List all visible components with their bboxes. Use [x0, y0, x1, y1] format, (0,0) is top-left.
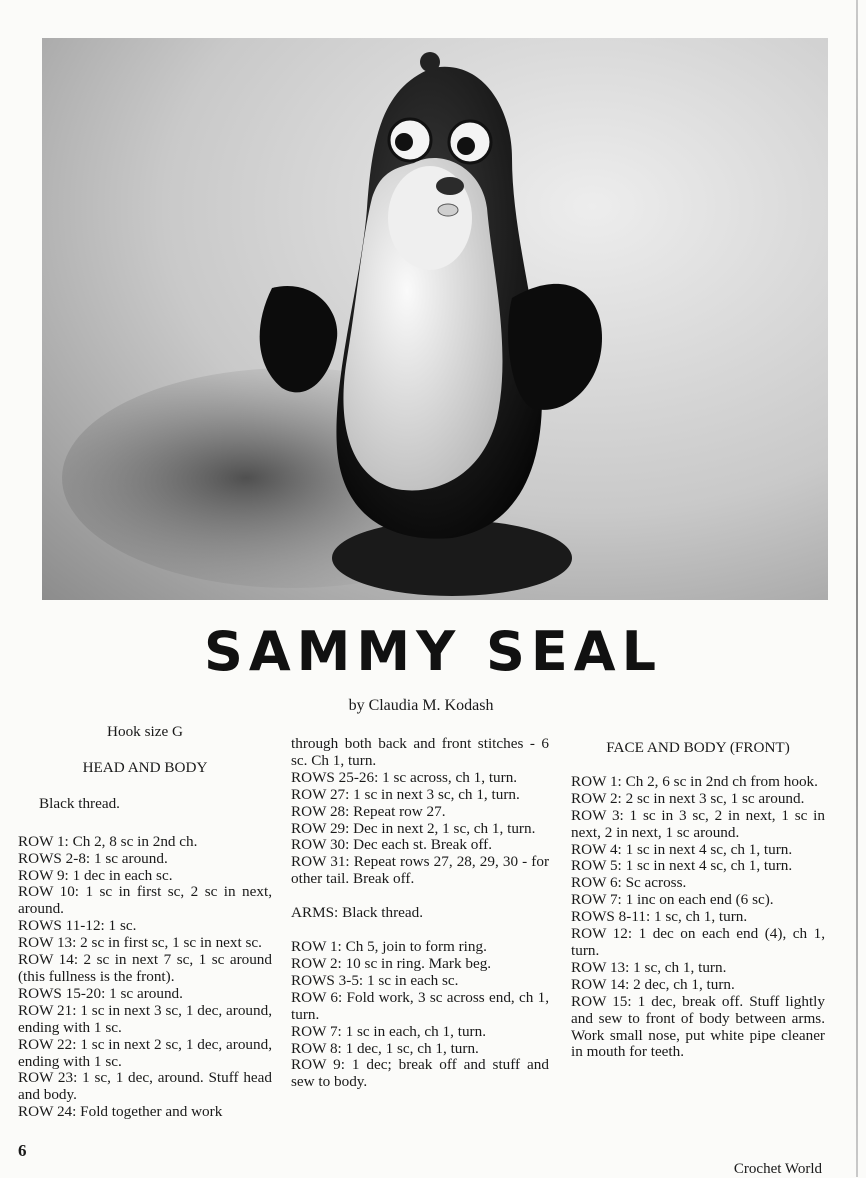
row-line: ROW 21: 1 sc in next 3 sc, 1 dec, around, ending with 1 sc. [18, 1001, 272, 1036]
section-heading-face-body: FACE AND BODY (FRONT) [606, 739, 790, 756]
row-line: ROW 23: 1 sc, 1 dec, around. Stuff head and body. [18, 1069, 272, 1104]
row-line: ROW 29: Dec in next 2, 1 sc, ch 1, turn. [291, 819, 536, 837]
thread-note: Black thread. [39, 794, 120, 812]
section-heading-head-body: HEAD AND BODY [82, 758, 208, 776]
magazine-footer: Crochet World [733, 1161, 822, 1177]
row-line: ROW 27: 1 sc in next 3 sc, ch 1, turn. [291, 785, 520, 803]
row-line: ROWS 11-12: 1 sc. [18, 917, 137, 935]
arms-heading: ARMS: Black thread. [291, 904, 424, 922]
row-line: ROW 12: 1 dec on each end (4), ch 1, turn. [571, 925, 825, 959]
row-line: ROW 2: 2 sc in next 3 sc, 1 sc around. [571, 789, 805, 807]
row-line: ROW 13: 2 sc in first sc, 1 sc in next sc. [18, 934, 262, 952]
page-edge [856, 0, 858, 1177]
row-line: ROW 6: Sc across. [571, 874, 687, 892]
pattern-title: SAMMY SEAL [203, 620, 663, 683]
row-line: ROW 13: 1 sc, ch 1, turn. [571, 958, 727, 976]
row-line: ROWS 2-8: 1 sc around. [18, 849, 168, 867]
row-line: ROW 28: Repeat row 27. [291, 802, 446, 820]
arms-row-line: ROW 6: Fold work, 3 sc across end, ch 1, turn. [291, 988, 549, 1023]
arms-row-line: ROW 1: Ch 5, join to form ring. [291, 938, 487, 956]
arms-row-line: ROW 7: 1 sc in each, ch 1, turn. [291, 1022, 487, 1040]
row-line: ROW 10: 1 sc in first sc, 2 sc in next, around. [18, 883, 272, 918]
row-line: ROW 9: 1 dec in each sc. [18, 866, 173, 884]
row-line: ROWS 15-20: 1 sc around. [18, 984, 183, 1002]
seal-illustration [42, 38, 828, 600]
byline: by Claudia M. Kodash [348, 697, 494, 714]
seal-photo [42, 38, 828, 600]
row-line: ROW 4: 1 sc in next 4 sc, ch 1, turn. [571, 840, 793, 858]
row-line: ROW 24: Fold together and work [18, 1103, 223, 1121]
arms-row-line: ROW 8: 1 dec, 1 sc, ch 1, turn. [291, 1039, 479, 1057]
row-line: ROW 14: 2 sc in next 7 sc, 1 sc around (this fullness is the front). [18, 951, 272, 985]
row-line: ROWS 8-11: 1 sc, ch 1, turn. [571, 908, 748, 926]
row-line: ROW 14: 2 dec, ch 1, turn. [571, 975, 735, 993]
row-line: ROW 15: 1 dec, break off. Stuff lightly and sew to front of body between arms. Work small nose, put white pipe cleaner in mouth for teeth. [571, 992, 825, 1061]
row-line: ROW 31: Repeat rows 27, 28, 29, 30 - for other tail. Break off. [291, 853, 549, 888]
arms-row-line: ROW 9: 1 dec; break off and stuff and sew to body. [291, 1056, 549, 1091]
column-3 [571, 740, 825, 1061]
column-1 [18, 724, 272, 1121]
row-line: ROW 1: Ch 2, 6 sc in 2nd ch from hook. [571, 772, 818, 790]
arms-row-line: ROW 2: 10 sc in ring. Mark beg. [291, 954, 492, 972]
row-line: ROW 22: 1 sc in next 2 sc, 1 dec, around, ending with 1 sc. [18, 1035, 272, 1070]
row-line: ROW 7: 1 inc on each end (6 sc). [571, 891, 774, 909]
hook-size: Hook size G [107, 723, 183, 740]
row-line: through both back and front stitches - 6 sc. Ch 1, turn. [291, 735, 549, 769]
column-2 [291, 736, 549, 1091]
row-line: ROWS 25-26: 1 sc across, ch 1, turn. [291, 768, 518, 786]
page-number: 6 [18, 1141, 27, 1160]
row-line: ROW 3: 1 sc in 3 sc, 2 in next, 1 sc in next, 2 in next, 1 sc around. [571, 806, 825, 841]
row-line: ROW 5: 1 sc in next 4 sc, ch 1, turn. [571, 857, 793, 875]
arms-row-line: ROWS 3-5: 1 sc in each sc. [291, 971, 459, 989]
row-line: ROW 1: Ch 2, 8 sc in 2nd ch. [18, 832, 198, 850]
row-line: ROW 30: Dec each st. Break off. [291, 836, 493, 854]
